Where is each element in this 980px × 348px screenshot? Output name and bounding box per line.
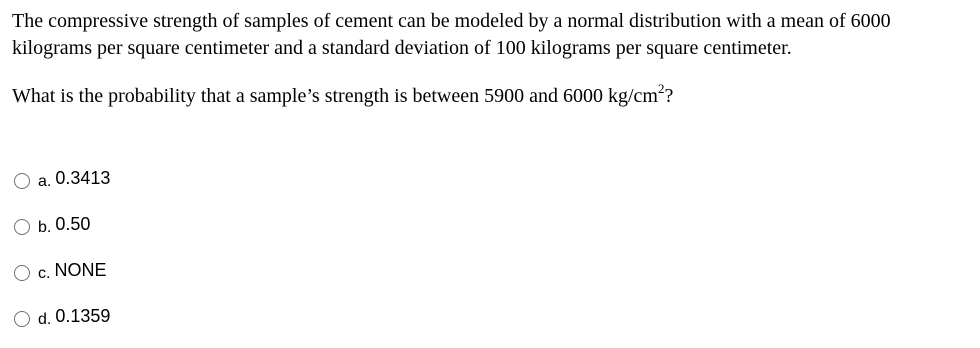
option-c[interactable] bbox=[12, 256, 110, 286]
answer-options bbox=[12, 164, 110, 348]
option-letter-b: b. bbox=[38, 218, 52, 236]
option-value-d[interactable]: 0.1359 bbox=[55, 305, 111, 326]
question-text bbox=[12, 8, 967, 110]
option-value-b[interactable]: 0.50 bbox=[55, 213, 91, 234]
option-letter-c: c. bbox=[38, 264, 51, 282]
option-value-a[interactable]: 0.3413 bbox=[55, 167, 111, 188]
option-d[interactable] bbox=[12, 302, 110, 332]
radio-button-b[interactable] bbox=[14, 219, 30, 235]
radio-button-d[interactable] bbox=[14, 311, 30, 327]
radio-button-a[interactable] bbox=[14, 173, 30, 189]
option-letter-a: a. bbox=[38, 172, 52, 190]
option-letter-d: d. bbox=[38, 310, 52, 328]
question-paragraph-1: The compressive strength of samples of cement can be modeled by a normal distribution with a mean of 6000 kilograms per square centimeter and a standard deviation of 100 kilograms per square centimeter. bbox=[12, 10, 891, 59]
question-mark: ? bbox=[664, 85, 674, 107]
option-b[interactable] bbox=[12, 210, 110, 240]
question-paragraph-2-text: What is the probability that a sample’s strength is between 5900 and 6000 kg/cm bbox=[12, 85, 658, 107]
option-a[interactable] bbox=[12, 164, 110, 194]
question-paragraph-2 bbox=[12, 83, 967, 110]
radio-button-c[interactable] bbox=[14, 265, 30, 281]
option-value-c[interactable]: NONE bbox=[54, 259, 107, 280]
superscript-exponent: 2 bbox=[657, 81, 665, 97]
